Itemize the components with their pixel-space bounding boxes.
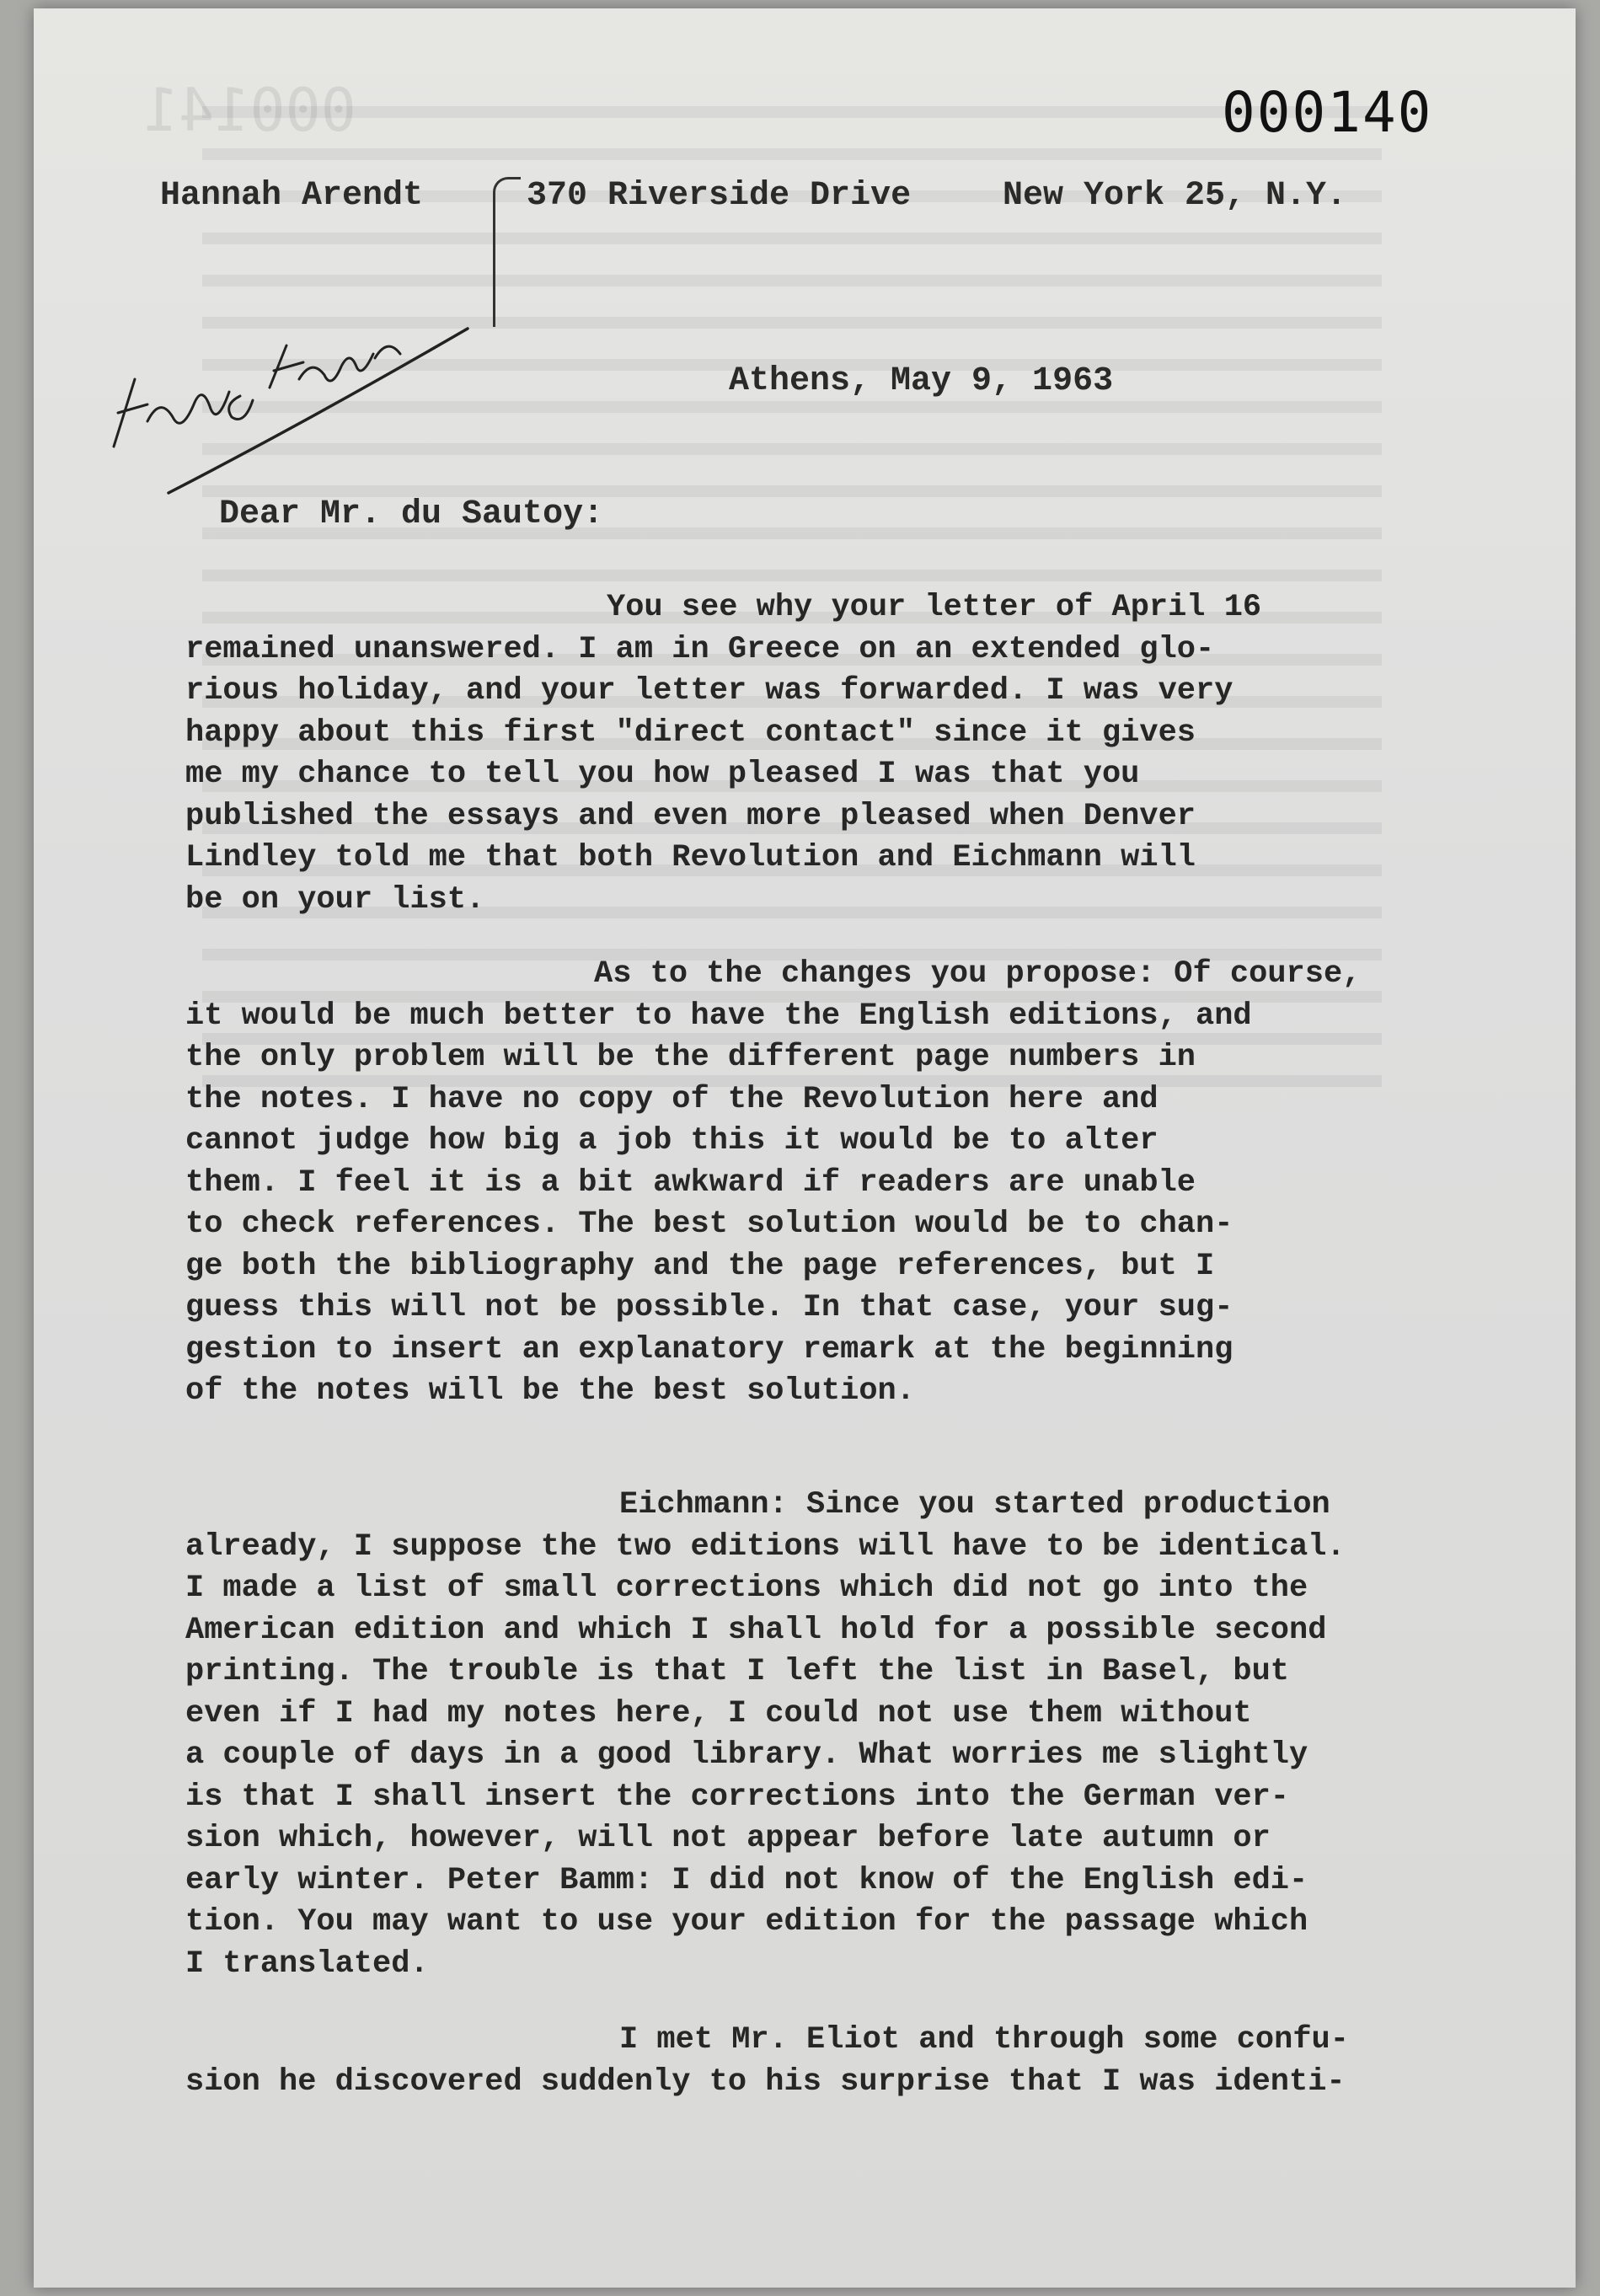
body-line: cannot judge how big a job this it would be to alter [185, 1123, 1159, 1159]
body-line: ge both the bibliography and the page references, but I [185, 1248, 1215, 1284]
body-line: remained unanswered. I am in Greece on an extended glo- [185, 631, 1215, 667]
letterhead-name: Hannah Arendt [160, 177, 424, 215]
body-line: published the essays and even more pleased when Denver [185, 798, 1196, 834]
body-line: I met Mr. Eliot and through some confu- [619, 2022, 1349, 2058]
body-line: printing. The trouble is that I left the list in Basel, but [185, 1654, 1290, 1689]
letterhead-street: 370 Riverside Drive [527, 177, 912, 215]
handwritten-bracket [493, 177, 521, 327]
body-line: me my chance to tell you how pleased I was that you [185, 757, 1140, 792]
body-line: Lindley told me that both Revolution and Eichmann will [185, 840, 1196, 875]
body-line: tion. You may want to use your edition for the passage which [185, 1904, 1308, 1940]
letter-page [34, 8, 1576, 2288]
body-line: the notes. I have no copy of the Revolution here and [185, 1081, 1159, 1117]
body-line: Eichmann: Since you started production [619, 1487, 1330, 1523]
body-line: guess this will not be possible. In that case, your sug- [185, 1290, 1233, 1325]
bleed-through-number: 000141 [143, 76, 356, 145]
body-line: even if I had my notes here, I could not use them without [185, 1695, 1252, 1731]
body-line: to check references. The best solution would be to chan- [185, 1207, 1233, 1242]
body-line: already, I suppose the two editions will have to be identical. [185, 1528, 1346, 1565]
body-line: them. I feel it is a bit awkward if readers are unable [185, 1164, 1196, 1201]
body-line: As to the changes you propose: Of course, [594, 956, 1362, 992]
body-line: gestion to insert an explanatory remark at the beginning [185, 1331, 1233, 1367]
letterhead-city: New York 25, N.Y. [1003, 177, 1347, 215]
place-and-date: Athens, May 9, 1963 [729, 362, 1114, 400]
body-line: rious holiday, and your letter was forwarded. I was very [185, 673, 1233, 709]
handwritten-annotation [97, 278, 484, 497]
body-line: You see why your letter of April 16 [607, 590, 1262, 625]
body-line: it would be much better to have the English editions, and [185, 998, 1252, 1034]
body-line: I translated. [185, 1945, 429, 1982]
body-line: be on your list. [185, 881, 485, 918]
body-line: the only problem will be the different page numbers in [185, 1040, 1196, 1075]
body-line: happy about this first "direct contact" since it gives [185, 714, 1196, 751]
body-line: is that I shall insert the corrections into the German ver- [185, 1779, 1290, 1815]
body-line: American edition and which I shall hold for a possible second [185, 1612, 1327, 1648]
body-line: sion he discovered suddenly to his surprise that I was identi- [185, 2063, 1346, 2100]
document-number: 000140 [1222, 80, 1433, 145]
body-line: of the notes will be the best solution. [185, 1373, 915, 1409]
body-line: I made a list of small corrections which did not go into the [185, 1571, 1308, 1606]
body-line: sion which, however, will not appear before late autumn or [185, 1821, 1271, 1856]
bleed-through-text [202, 76, 1382, 1087]
body-line: a couple of days in a good library. What worries me slightly [185, 1737, 1308, 1773]
salutation: Dear Mr. du Sautoy: [219, 495, 604, 533]
body-line: early winter. Peter Bamm: I did not know of the English edi- [185, 1862, 1308, 1898]
